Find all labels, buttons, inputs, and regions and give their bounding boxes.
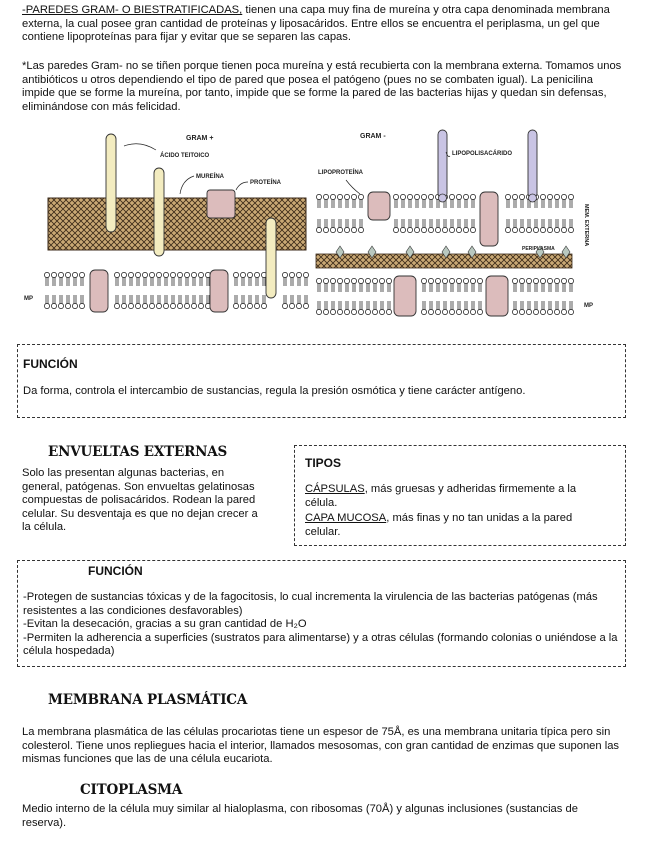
phospholipid (393, 194, 398, 208)
inner-membrane-protein (486, 276, 508, 316)
phospholipid (547, 219, 552, 233)
phospholipid (65, 295, 70, 309)
phospholipid (505, 194, 510, 208)
phospholipid (372, 301, 377, 315)
teichoic-acid-rod (266, 218, 276, 298)
gram-negative-paragraph-1 (22, 4, 622, 45)
function-box-1-title: FUNCIÓN (23, 357, 78, 371)
phospholipid (449, 194, 454, 208)
phospholipid (372, 278, 377, 292)
phospholipid (330, 219, 335, 233)
phospholipid (463, 194, 468, 208)
phospholipid (344, 301, 349, 315)
label-mp-right: MP (584, 303, 593, 309)
phospholipid (58, 272, 63, 286)
phospholipid (323, 278, 328, 292)
phospholipid (198, 295, 203, 309)
phospholipid (393, 219, 398, 233)
phospholipid (533, 278, 538, 292)
phospholipid (568, 219, 573, 233)
phospholipid (233, 272, 238, 286)
gram-positive-title: GRAM + (186, 135, 214, 142)
phospholipid (568, 194, 573, 208)
phospholipid (400, 194, 405, 208)
label-lipopolisacarido: LIPOPOLISACÁRIDO (452, 151, 513, 157)
phospholipid (330, 301, 335, 315)
phospholipid (44, 272, 49, 286)
phospholipid (289, 272, 294, 286)
phospholipid (400, 219, 405, 233)
label-lipoproteina: LIPOPROTEÍNA (318, 170, 364, 176)
phospholipid (547, 301, 552, 315)
tipos-mucosa (305, 512, 610, 539)
envueltas-text: Solo las presentan algunas bacterias, en general, patógenas. Son envueltas gelatinosas compuestas de polisacáridos. Rodean la pared celular. Su desventaja es que no dejan crecer a la célula. (22, 467, 258, 534)
phospholipid (547, 194, 552, 208)
phospholipid (344, 278, 349, 292)
function-box-1 (17, 344, 626, 418)
phospholipid (554, 278, 559, 292)
teichoic-acid-rod (106, 134, 116, 232)
phospholipid (463, 219, 468, 233)
phospholipid (533, 219, 538, 233)
phospholipid (337, 219, 342, 233)
tipos-box (294, 445, 626, 546)
phospholipid (456, 194, 461, 208)
phospholipid (316, 278, 321, 292)
citoplasma-text: Medio interno de la célula muy similar al hialoplasma, con ribosomas (70Å) y algunas inclusiones (sustancias de reserva). (22, 803, 578, 829)
phospholipid (358, 301, 363, 315)
phospholipid (170, 272, 175, 286)
phospholipid (114, 295, 119, 309)
phospholipid (407, 194, 412, 208)
phospholipid (533, 301, 538, 315)
phospholipid (351, 278, 356, 292)
phospholipid (428, 219, 433, 233)
phospholipid (442, 219, 447, 233)
phospholipid (135, 272, 140, 286)
gram-negative-title: GRAM - (360, 133, 386, 140)
phospholipid (568, 301, 573, 315)
phospholipid (379, 301, 384, 315)
phospholipid (128, 295, 133, 309)
membrane-protein (210, 270, 228, 312)
outer-membrane-protein (480, 192, 498, 246)
phospholipid (240, 295, 245, 309)
phospholipid (337, 301, 342, 315)
phospholipid (163, 295, 168, 309)
phospholipid (254, 272, 259, 286)
phospholipid (435, 219, 440, 233)
label-mp-left: MP (24, 296, 33, 302)
label-proteina: PROTEÍNA (250, 180, 282, 186)
phospholipid (44, 295, 49, 309)
phospholipid (547, 278, 552, 292)
phospholipid (198, 272, 203, 286)
phospholipid (449, 219, 454, 233)
phospholipid (386, 301, 391, 315)
phospholipid (428, 194, 433, 208)
phospholipid (540, 278, 545, 292)
phospholipid (526, 278, 531, 292)
phospholipid (247, 272, 252, 286)
mucosa-text: , más finas y no tan unidas a la pared celular. (305, 512, 573, 538)
phospholipid (540, 219, 545, 233)
function-line: -Protegen de sustancias tóxicas y de la fagocitosis, lo cual incrementa la virulencia de las bacterias patógenas (más resistentes a las condiciones desfavorables) (23, 591, 598, 617)
phospholipid (561, 278, 566, 292)
phospholipid (303, 272, 308, 286)
phospholipid (344, 219, 349, 233)
phospholipid (414, 194, 419, 208)
phospholipid (156, 295, 161, 309)
phospholipid (330, 194, 335, 208)
phospholipid (519, 301, 524, 315)
phospholipid (421, 278, 426, 292)
phospholipid (365, 278, 370, 292)
gram-negative-paragraph-2: *Las paredes Gram- no se tiñen porque tienen poca mureína y está recubierta con la membrana externa. Tomamos unos antibióticos u otros dependiendo el tipo de pared que posea el patógeno (pues no se combaten igual). La penicilina impide que se forme la mureína, por tanto, impide que se forme la pared de las bacterias hijas y quedan sin defensas, eliminándose con más felicidad. (22, 60, 622, 113)
phospholipid (316, 219, 321, 233)
phospholipid (358, 194, 363, 208)
phospholipid (114, 272, 119, 286)
phospholipid (316, 194, 321, 208)
phospholipid (470, 301, 475, 315)
phospholipid (421, 194, 426, 208)
phospholipid (554, 194, 559, 208)
phospholipid (121, 272, 126, 286)
phospholipid (323, 219, 328, 233)
phospholipid (247, 295, 252, 309)
label-mureina: MUREÍNA (196, 174, 224, 180)
phospholipid (79, 272, 84, 286)
phospholipid (261, 295, 266, 309)
teichoic-acid-rod (154, 168, 164, 256)
phospholipid (519, 194, 524, 208)
phospholipid (142, 295, 147, 309)
cell-wall-diagram (0, 122, 646, 344)
function-box-1-text: Da forma, controla el intercambio de sustancias, regula la presión osmótica y tiene carácter antígeno. (23, 385, 526, 397)
phospholipid (421, 301, 426, 315)
phospholipid (184, 272, 189, 286)
phospholipid (561, 301, 566, 315)
phospholipid (512, 219, 517, 233)
phospholipid (428, 301, 433, 315)
lipopolysaccharide-head (529, 194, 537, 202)
phospholipid (435, 278, 440, 292)
phospholipid (407, 219, 412, 233)
phospholipid (296, 295, 301, 309)
phospholipid (170, 295, 175, 309)
phospholipid (240, 272, 245, 286)
phospholipid (358, 278, 363, 292)
function-line: -Permiten la adherencia a superficies (sustratos para alimentarse) y a otras células (formando colonias o uniéndose a la célula hospedada) (23, 631, 618, 658)
phospholipid (456, 301, 461, 315)
lipopolysaccharide-head (439, 194, 447, 202)
phospholipid (540, 194, 545, 208)
phospholipid (65, 272, 70, 286)
phospholipid (156, 272, 161, 286)
phospholipid (149, 272, 154, 286)
membrana-heading: MEMBRANA PLASMÁTICA (48, 692, 248, 708)
phospholipid (303, 295, 308, 309)
phospholipid (540, 301, 545, 315)
phospholipid (51, 272, 56, 286)
phospholipid (435, 301, 440, 315)
phospholipid (561, 219, 566, 233)
phospholipid (505, 219, 510, 233)
phospholipid (414, 219, 419, 233)
phospholipid (365, 301, 370, 315)
membrane-protein (90, 270, 108, 312)
phospholipid (72, 272, 77, 286)
function-box-2-list (23, 591, 623, 659)
envueltas-heading: ENVUELTAS EXTERNAS (48, 444, 228, 460)
phospholipid (233, 295, 238, 309)
phospholipid (323, 301, 328, 315)
phospholipid (421, 219, 426, 233)
phospholipid (128, 272, 133, 286)
phospholipid (568, 278, 573, 292)
phospholipid (512, 278, 517, 292)
phospholipid (72, 295, 77, 309)
phospholipid (456, 278, 461, 292)
phospholipid (554, 219, 559, 233)
phospholipid (351, 301, 356, 315)
phospholipid (512, 301, 517, 315)
phospholipid (470, 278, 475, 292)
phospholipid (163, 272, 168, 286)
phospholipid (470, 219, 475, 233)
phospholipid (316, 301, 321, 315)
lipopolysaccharide-rod (438, 130, 447, 198)
phospholipid (477, 301, 482, 315)
phospholipid (358, 219, 363, 233)
lipopolysaccharide-rod (528, 130, 537, 198)
phospholipid (463, 278, 468, 292)
phospholipid (449, 278, 454, 292)
phospholipid (526, 301, 531, 315)
citoplasma-heading: CITOPLASMA (80, 782, 183, 798)
phospholipid (512, 194, 517, 208)
phospholipid (323, 194, 328, 208)
phospholipid (519, 278, 524, 292)
gram-negative-lead: -PAREDES GRAM- O BIESTRATIFICADAS, (22, 4, 243, 16)
phospholipid (344, 194, 349, 208)
phospholipid (561, 194, 566, 208)
inner-membrane-protein (394, 276, 416, 316)
phospholipid (526, 219, 531, 233)
thin-murein-layer (316, 254, 572, 268)
gram-negative-rest: tienen una capa muy fina de mureína y otra capa denominada membrana externa, la cual posee gran cantidad de proteínas y liposacáridos. Entre ellos se encuentra el periplasma, un gel que contiene lipoproteínas para fijar y evitar que se separen las capas. (22, 4, 610, 44)
label-acido-teitoico: ÁCIDO TEITOICO (160, 153, 210, 159)
phospholipid (456, 219, 461, 233)
phospholipid (442, 278, 447, 292)
phospholipid (135, 295, 140, 309)
phospholipid (79, 295, 84, 309)
capsulas-text: , más gruesas y adheridas firmemente a la célula. (305, 483, 577, 509)
phospholipid (337, 278, 342, 292)
phospholipid (289, 295, 294, 309)
phospholipid (51, 295, 56, 309)
mucosa-label: CAPA MUCOSA (305, 512, 387, 524)
phospholipid (177, 295, 182, 309)
phospholipid (337, 194, 342, 208)
label-membrana-externa: MEM. EXTERNA (583, 204, 589, 247)
phospholipid (121, 295, 126, 309)
phospholipid (519, 219, 524, 233)
protein-block (207, 190, 235, 218)
phospholipid (177, 272, 182, 286)
outer-membrane-protein (368, 192, 390, 220)
phospholipid (282, 272, 287, 286)
function-box-2 (17, 560, 626, 667)
tipos-capsulas (305, 483, 610, 510)
tipos-title: TIPOS (305, 456, 342, 470)
phospholipid (191, 295, 196, 309)
phospholipid (386, 278, 391, 292)
phospholipid (470, 194, 475, 208)
membrana-text: La membrana plasmática de las células procariotas tiene un espesor de 75Å, es una membrana unitaria típica pero sin colesterol. Tiene unos repliegues hacia el interior, llamados mesosomas, con gran cantidad de enzimas que suponen las mismas funciones que las de una célula eucariota. (22, 726, 620, 766)
phospholipid (282, 295, 287, 309)
phospholipid (554, 301, 559, 315)
phospholipid (191, 272, 196, 286)
phospholipid (149, 295, 154, 309)
label-periplasma: PERIPLASMA (522, 246, 555, 252)
phospholipid (330, 278, 335, 292)
function-box-2-title: FUNCIÓN (88, 564, 143, 578)
phospholipid (449, 301, 454, 315)
phospholipid (379, 278, 384, 292)
phospholipid (58, 295, 63, 309)
phospholipid (142, 272, 147, 286)
function-line: -Evitan la desecación, gracias a su gran cantidad de H₂O (23, 618, 307, 631)
phospholipid (463, 301, 468, 315)
phospholipid (477, 278, 482, 292)
phospholipid (351, 194, 356, 208)
phospholipid (351, 219, 356, 233)
phospholipid (254, 295, 259, 309)
phospholipid (442, 301, 447, 315)
phospholipid (184, 295, 189, 309)
capsulas-label: CÁPSULAS (305, 483, 365, 495)
phospholipid (428, 278, 433, 292)
phospholipid (296, 272, 301, 286)
